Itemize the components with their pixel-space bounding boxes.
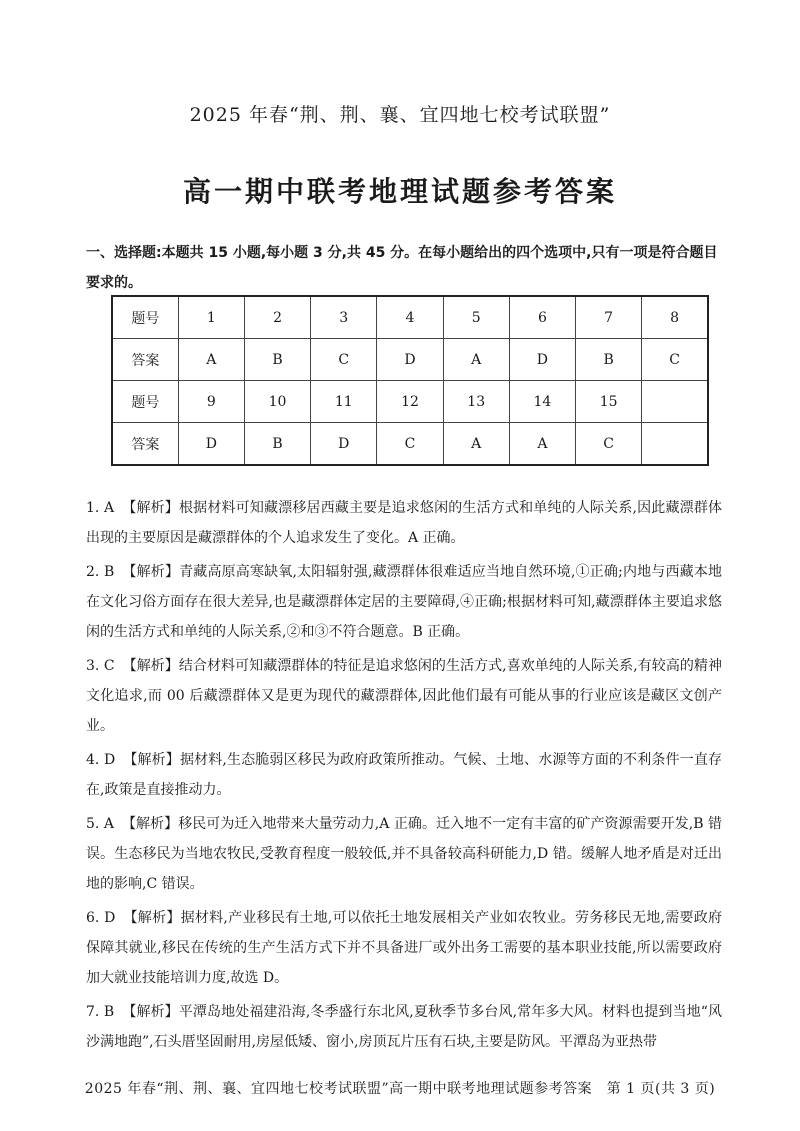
analysis-text: 青藏高原高寒缺氧,太阳辐射强,藏漂群体很难适应当地自然环境,①正确;内地与西藏本地在文化习俗方面存在很大差异,也是藏漂群体定居的主要障碍,④正确;根据材料可知,藏漂群体主要追求悠闲的生活方式和单纯的人际关系,②和③不符合题意。B 正确。	[86, 564, 722, 640]
table-cell: B	[244, 339, 310, 381]
question-number: 7. B	[86, 1004, 115, 1020]
section-heading: 一、选择题:本题共 15 小题,每小题 3 分,共 45 分。在每小题给出的四个选项中,只有一项是符合题目要求的。	[86, 245, 718, 291]
analysis-list	[86, 493, 722, 1061]
analysis-item	[86, 493, 722, 553]
table-row-label: 答案	[112, 423, 178, 466]
table-cell: D	[509, 339, 575, 381]
analysis-tag: 【解析】	[123, 910, 181, 926]
analysis-item	[86, 809, 722, 899]
analysis-item	[86, 651, 722, 741]
analysis-item	[86, 745, 722, 805]
table-cell: A	[443, 339, 509, 381]
table-cell	[642, 381, 708, 423]
table-row	[112, 339, 708, 381]
analysis-text: 根据材料可知藏漂移居西藏主要是追求悠闲的生活方式和单纯的人际关系,因此藏漂群体出现的主要原因是藏漂群体的个人追求发生了变化。A 正确。	[86, 500, 723, 546]
table-cell: 5	[443, 296, 509, 339]
table-cell: D	[377, 339, 443, 381]
table-cell: 13	[443, 381, 509, 423]
table-row	[112, 296, 708, 339]
table-cell: 11	[311, 381, 377, 423]
analysis-text: 移民可为迁入地带来大量劳动力,A 正确。迁入地不一定有丰富的矿产资源需要开发,B 错误。生态移民为当地农牧民,受教育程度一般较低,并不具备较高科研能力,D 错。缓解人地矛盾是对迁出地的影响,C 错误。	[86, 816, 722, 892]
table-cell: 7	[576, 296, 642, 339]
table-cell: 2	[244, 296, 310, 339]
table-cell: 3	[311, 296, 377, 339]
analysis-text: 平潭岛地处福建沿海,冬季盛行东北风,夏秋季节多台风,常年多大风。材料也提到当地“风沙满地跑”,石头厝坚固耐用,房屋低矮、窗小,房顶瓦片压有石块,主要是防风。平潭岛为亚热带	[86, 1004, 722, 1050]
header-title: 2025 年春“荆、荆、襄、宜四地七校考试联盟”	[189, 104, 611, 126]
question-number: 2. B	[86, 564, 115, 580]
table-cell: B	[244, 423, 310, 466]
table-cell	[642, 423, 708, 466]
page-footer: 2025 年春“荆、荆、襄、宜四地七校考试联盟”高一期中联考地理试题参考答案 第 1 页(共 3 页)	[84, 1081, 716, 1097]
analysis-tag: 【解析】	[122, 658, 179, 674]
table-cell: 6	[509, 296, 575, 339]
table-cell: C	[642, 339, 708, 381]
table-cell: D	[311, 423, 377, 466]
analysis-item	[86, 557, 722, 647]
table-cell: 9	[178, 381, 244, 423]
table-cell: D	[178, 423, 244, 466]
analysis-text: 结合材料可知藏漂群体的特征是追求悠闲的生活方式,喜欢单纯的人际关系,有较高的精神文化追求,而 00 后藏漂群体又是更为现代的藏漂群体,因此他们最有可能从事的行业应该是藏区文创产业。	[86, 658, 722, 734]
analysis-tag: 【解析】	[123, 752, 180, 768]
question-number: 6. D	[86, 910, 116, 926]
table-cell: 10	[244, 381, 310, 423]
question-number: 5. A	[86, 816, 114, 832]
analysis-item	[86, 903, 722, 993]
table-row-label: 题号	[112, 381, 178, 423]
table-cell: C	[576, 423, 642, 466]
table-row	[112, 381, 708, 423]
analysis-item	[86, 997, 722, 1057]
table-cell: A	[509, 423, 575, 466]
table-cell: 12	[377, 381, 443, 423]
table-cell: A	[443, 423, 509, 466]
table-cell: A	[178, 339, 244, 381]
table-cell: 1	[178, 296, 244, 339]
table-cell: B	[576, 339, 642, 381]
table-cell: C	[311, 339, 377, 381]
analysis-text: 据材料,生态脆弱区移民为政府政策所推动。气候、土地、水源等方面的不利条件一直存在,政策是直接推动力。	[86, 752, 722, 798]
table-row-label: 题号	[112, 296, 178, 339]
analysis-tag: 【解析】	[122, 564, 180, 580]
table-cell: 14	[509, 381, 575, 423]
table-cell: C	[377, 423, 443, 466]
answer-table	[111, 295, 709, 466]
analysis-text: 据材料,产业移民有土地,可以依托土地发展相关产业如农牧业。劳务移民无地,需要政府保障其就业,移民在传统的生产生活方式下并不具备进厂或外出务工需要的基本职业技能,所以需要政府加大就业技能培训力度,故选 D。	[86, 910, 722, 986]
table-row-label: 答案	[112, 339, 178, 381]
analysis-tag: 【解析】	[121, 816, 179, 832]
question-number: 4. D	[86, 752, 116, 768]
analysis-tag: 【解析】	[122, 1004, 179, 1020]
analysis-tag: 【解析】	[122, 500, 179, 516]
table-cell: 15	[576, 381, 642, 423]
question-number: 3. C	[86, 658, 115, 674]
question-number: 1. A	[86, 500, 115, 516]
table-cell: 4	[377, 296, 443, 339]
table-row	[112, 423, 708, 466]
table-cell: 8	[642, 296, 708, 339]
main-title: 高一期中联考地理试题参考答案	[182, 175, 617, 208]
